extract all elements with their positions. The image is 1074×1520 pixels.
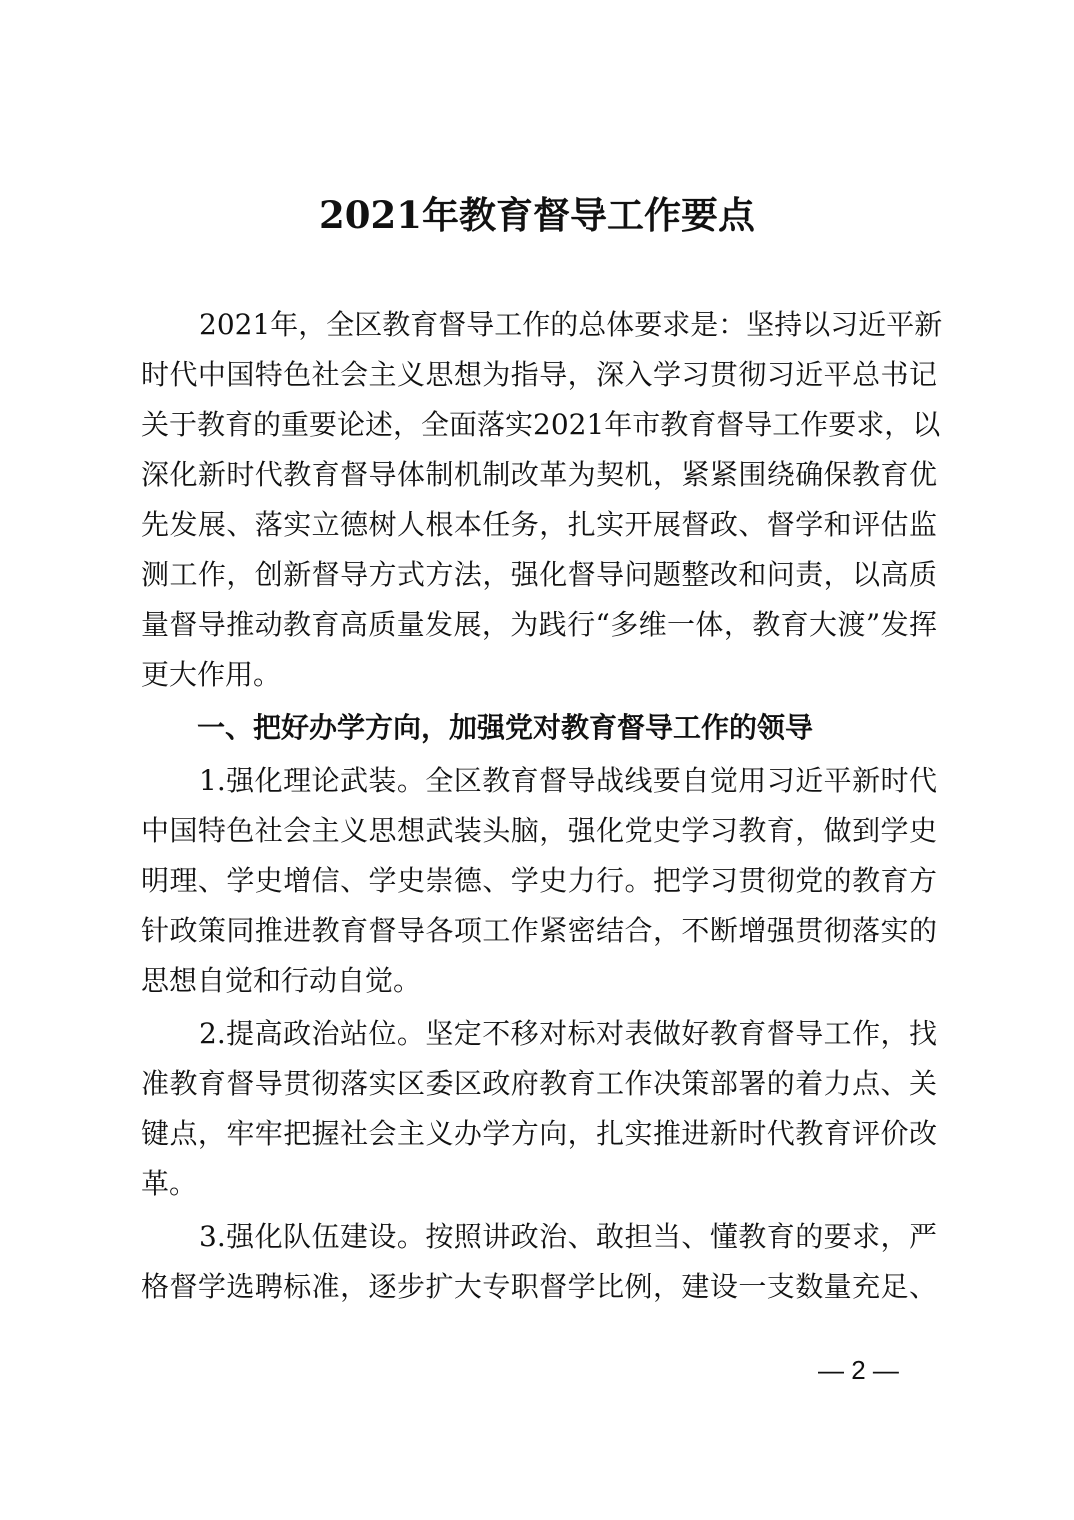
- paragraph: [141, 1212, 937, 1312]
- text-line: 准教育督导贯彻落实区委区政府教育工作决策部署的着力点、关: [141, 1067, 937, 1100]
- section-heading: [141, 703, 937, 753]
- document-title: 2021年教育督导工作要点: [319, 193, 755, 237]
- text-line: 格督学选聘标准，逐步扩大专职督学比例，建设一支数量充足、: [141, 1270, 937, 1303]
- text-line: 革。: [141, 1167, 198, 1200]
- text-line: 测工作，创新督导方式方法，强化督导问题整改和问责，以高质: [141, 558, 937, 591]
- paragraph: [141, 300, 943, 700]
- text-line: 更大作用。: [141, 658, 282, 691]
- paragraph: [141, 1009, 937, 1209]
- text-line: 关于教育的重要论述，全面落实2021年市教育督导工作要求，以: [141, 408, 941, 441]
- text-line: 针政策同推进教育督导各项工作紧密结合，不断增强贯彻落实的: [141, 914, 937, 947]
- text-line: 中国特色社会主义思想武装头脑，强化党史学习教育，做到学史: [141, 814, 937, 847]
- paragraph: [141, 756, 937, 1006]
- text-line: 键点，牢牢把握社会主义办学方向，扎实推进新时代教育评价改: [141, 1117, 937, 1150]
- text-line: 2021年，全区教育督导工作的总体要求是：坚持以习近平新: [199, 308, 943, 341]
- page-number: — 2 —: [818, 1355, 899, 1385]
- text-line: 2.提高政治站位。坚定不移对标对表做好教育督导工作，找: [199, 1017, 937, 1050]
- text-line: 3.强化队伍建设。按照讲政治、敢担当、懂教育的要求，严: [199, 1220, 937, 1253]
- text-line: 量督导推动教育高质量发展，为践行“多维一体，教育大渡”发挥: [141, 608, 937, 641]
- text-line: 先发展、落实立德树人根本任务，扎实开展督政、督学和评估监: [141, 508, 937, 541]
- text-line: 思想自觉和行动自觉。: [141, 964, 422, 997]
- text-line: 时代中国特色社会主义思想为指导，深入学习贯彻习近平总书记: [141, 358, 937, 391]
- document-body: [141, 300, 943, 1315]
- text-line: 一、把好办学方向，加强党对教育督导工作的领导: [197, 711, 814, 744]
- text-line: 深化新时代教育督导体制机制改革为契机，紧紧围绕确保教育优: [141, 458, 937, 491]
- text-line: 明理、学史增信、学史崇德、学史力行。把学习贯彻党的教育方: [141, 864, 937, 897]
- text-line: 1.强化理论武装。全区教育督导战线要自觉用习近平新时代: [199, 764, 937, 797]
